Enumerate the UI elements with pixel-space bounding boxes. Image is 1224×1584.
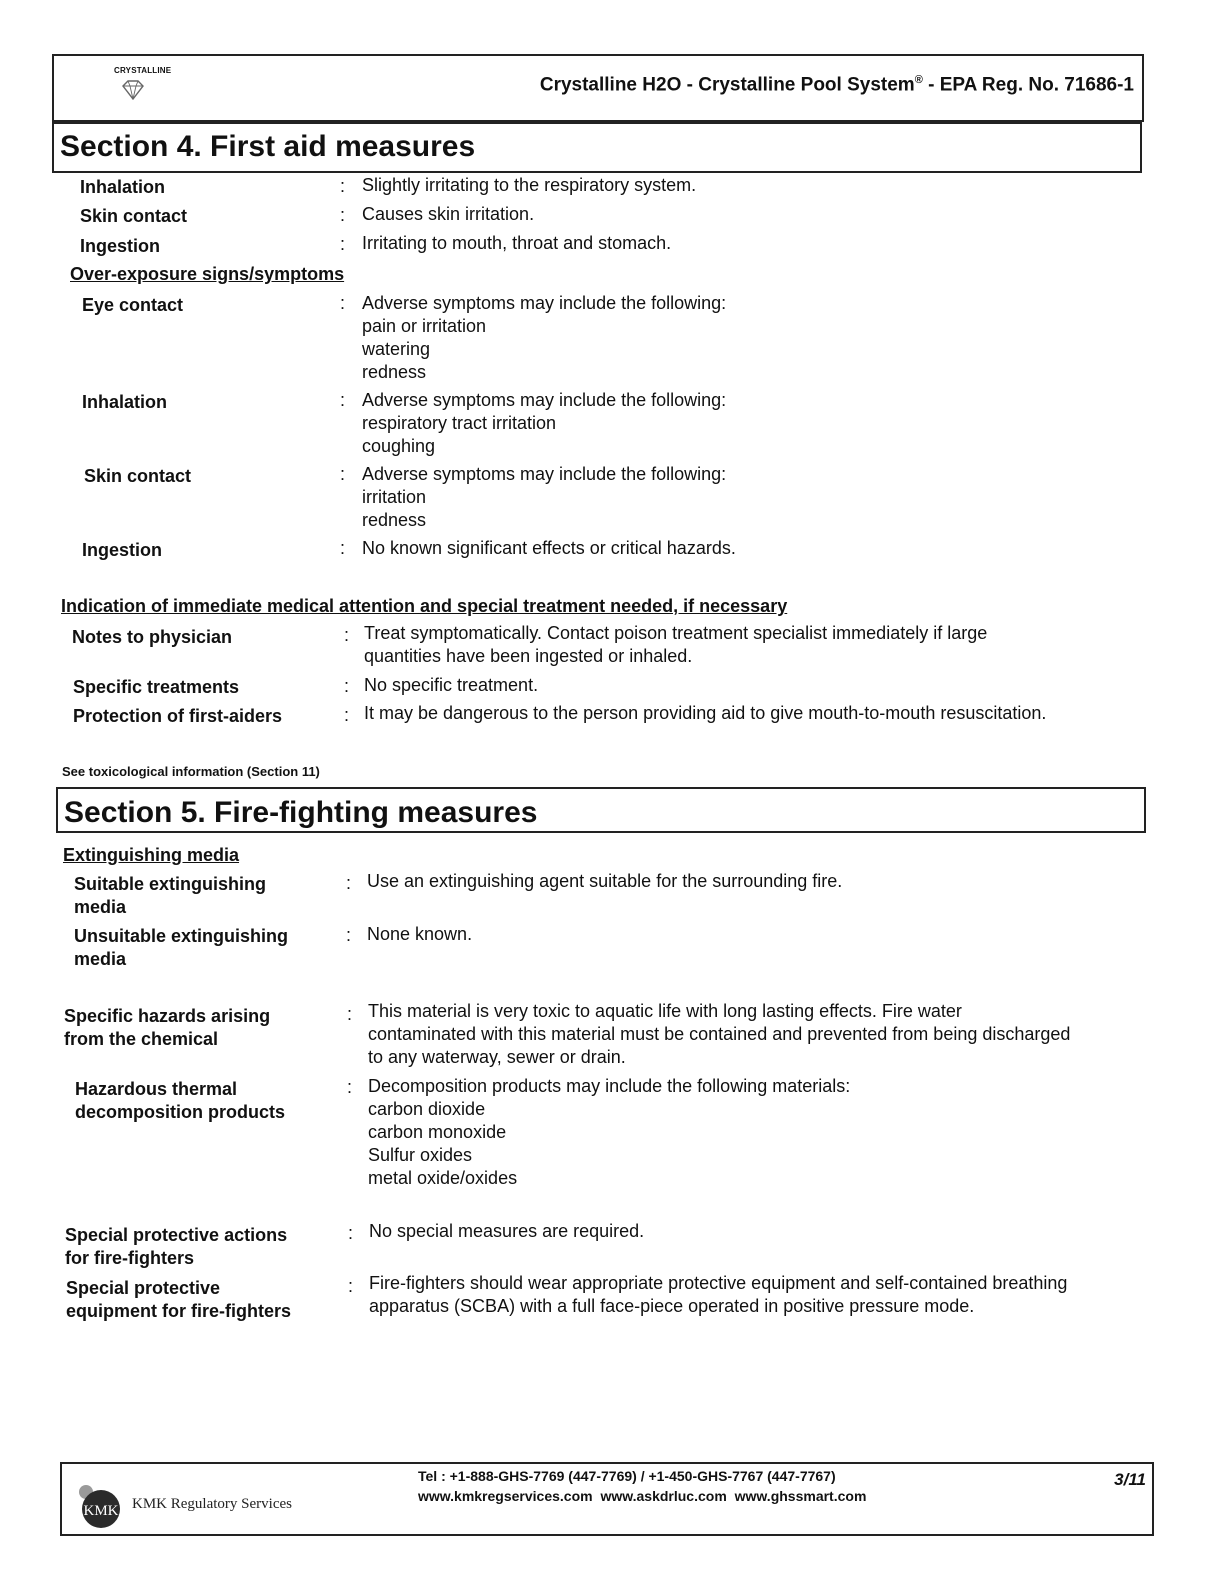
row-value-eye-contact: Adverse symptoms may include the following: pain or irritation watering redness [362, 293, 727, 382]
row-label-unsuitable-extinguishing-media: Unsuitable extinguishing media [74, 926, 289, 969]
kmk-logo-letters: KMK [83, 1503, 119, 1519]
colon: : [340, 538, 346, 558]
colon: : [346, 925, 352, 945]
row-value-special-protective-actions: No special measures are required. [369, 1221, 645, 1241]
row-value-protection-of-first-aiders: It may be dangerous to the person providing aid to give mouth-to-mouth resuscitation. [364, 703, 1047, 723]
colon: : [348, 1276, 354, 1296]
row-label-special-protective-actions: Special protective actions for fire-fighters [65, 1225, 288, 1268]
colon: : [346, 873, 352, 893]
colon: : [340, 205, 346, 225]
row-value-skin-contact: Causes skin irritation. [362, 204, 535, 224]
row-label-notes-to-physician: Notes to physician [72, 627, 233, 647]
colon: : [348, 1223, 354, 1243]
section-5-heading: Section 5. Fire-fighting measures [56, 787, 1146, 833]
document-header [52, 54, 1144, 122]
diamond-logo-icon [120, 80, 146, 100]
row-value-inhalation-symptoms: Adverse symptoms may include the following: respiratory tract irritation coughing [362, 390, 727, 456]
row-value-suitable-extinguishing-media: Use an extinguishing agent suitable for the surrounding fire. [367, 871, 843, 891]
row-label-skin-contact-symptoms: Skin contact [84, 466, 192, 486]
colon: : [340, 293, 346, 313]
colon: : [347, 1077, 353, 1097]
row-value-ingestion: Irritating to mouth, throat and stomach. [362, 233, 672, 253]
brand-logo-text: CRYSTALLINE [114, 66, 172, 75]
kmk-logo-icon [76, 1484, 124, 1530]
colon: : [340, 390, 346, 410]
row-label-ingestion-symptoms: Ingestion [82, 540, 162, 560]
colon: : [344, 676, 350, 696]
row-label-special-protective-equipment: Special protective equipment for fire-fighters [66, 1278, 292, 1321]
row-label-protection-of-first-aiders: Protection of first-aiders [73, 706, 283, 726]
extinguishing-media-subheading: Extinguishing media [63, 845, 240, 865]
row-value-unsuitable-extinguishing-media: None known. [367, 924, 473, 944]
row-value-hazardous-thermal-decomposition: Decomposition products may include the following materials: carbon dioxide carbon monoxide Sulfur oxides metal oxide/oxides [368, 1076, 851, 1188]
see-toxicological-note: See toxicological information (Section 11) [62, 764, 320, 779]
row-label-inhalation-symptoms: Inhalation [82, 392, 167, 412]
document-title: Crystalline H2O - Crystalline Pool System® - EPA Reg. No. 71686-1 [539, 74, 1134, 96]
row-value-notes-to-physician: Treat symptomatically. Contact poison treatment specialist immediately if large quantities have been ingested or inhaled. [364, 623, 988, 666]
row-label-eye-contact: Eye contact [82, 295, 184, 315]
row-value-specific-hazards: This material is very toxic to aquatic life with long lasting effects. Fire water contaminated with this material must be contained and prevented from being discharged to any waterway, sewer or drain. [368, 1001, 1071, 1067]
row-value-special-protective-equipment: Fire-fighters should wear appropriate protective equipment and self-contained breathing apparatus (SCBA) with a full face-piece operated in positive pressure mode. [369, 1273, 1068, 1316]
colon: : [340, 176, 346, 196]
footer-telephone: Tel : +1-888-GHS-7769 (447-7769) / +1-450-GHS-7767 (447-7767) [418, 1468, 836, 1484]
colon: : [347, 1004, 353, 1024]
document-footer [60, 1462, 1154, 1536]
row-label-skin-contact: Skin contact [80, 206, 188, 226]
row-label-suitable-extinguishing-media: Suitable extinguishing media [74, 874, 267, 917]
row-label-specific-hazards: Specific hazards arising from the chemical [64, 1006, 271, 1049]
row-value-ingestion-symptoms: No known significant effects or critical hazards. [362, 538, 736, 558]
row-label-specific-treatments: Specific treatments [73, 677, 240, 697]
row-value-skin-contact-symptoms: Adverse symptoms may include the following: irritation redness [362, 464, 727, 530]
row-label-hazardous-thermal-decomposition: Hazardous thermal decomposition products [75, 1079, 286, 1122]
page-number: 3/11 [1114, 1470, 1146, 1489]
section-4-heading: Section 4. First aid measures [52, 123, 1142, 173]
row-value-inhalation: Slightly irritating to the respiratory system. [362, 175, 697, 195]
row-label-ingestion: Ingestion [80, 236, 160, 256]
footer-websites: www.kmkregservices.com www.askdrluc.com www.ghssmart.com [418, 1488, 867, 1504]
colon: : [344, 705, 350, 725]
colon: : [344, 625, 350, 645]
overexposure-subheading: Over-exposure signs/symptoms [70, 264, 345, 284]
colon: : [340, 234, 346, 254]
indication-subheading: Indication of immediate medical attention and special treatment needed, if necessary [61, 596, 788, 616]
row-label-inhalation: Inhalation [80, 177, 165, 197]
colon: : [340, 464, 346, 484]
row-value-specific-treatments: No specific treatment. [364, 675, 539, 695]
company-name: KMK Regulatory Services [132, 1496, 292, 1512]
